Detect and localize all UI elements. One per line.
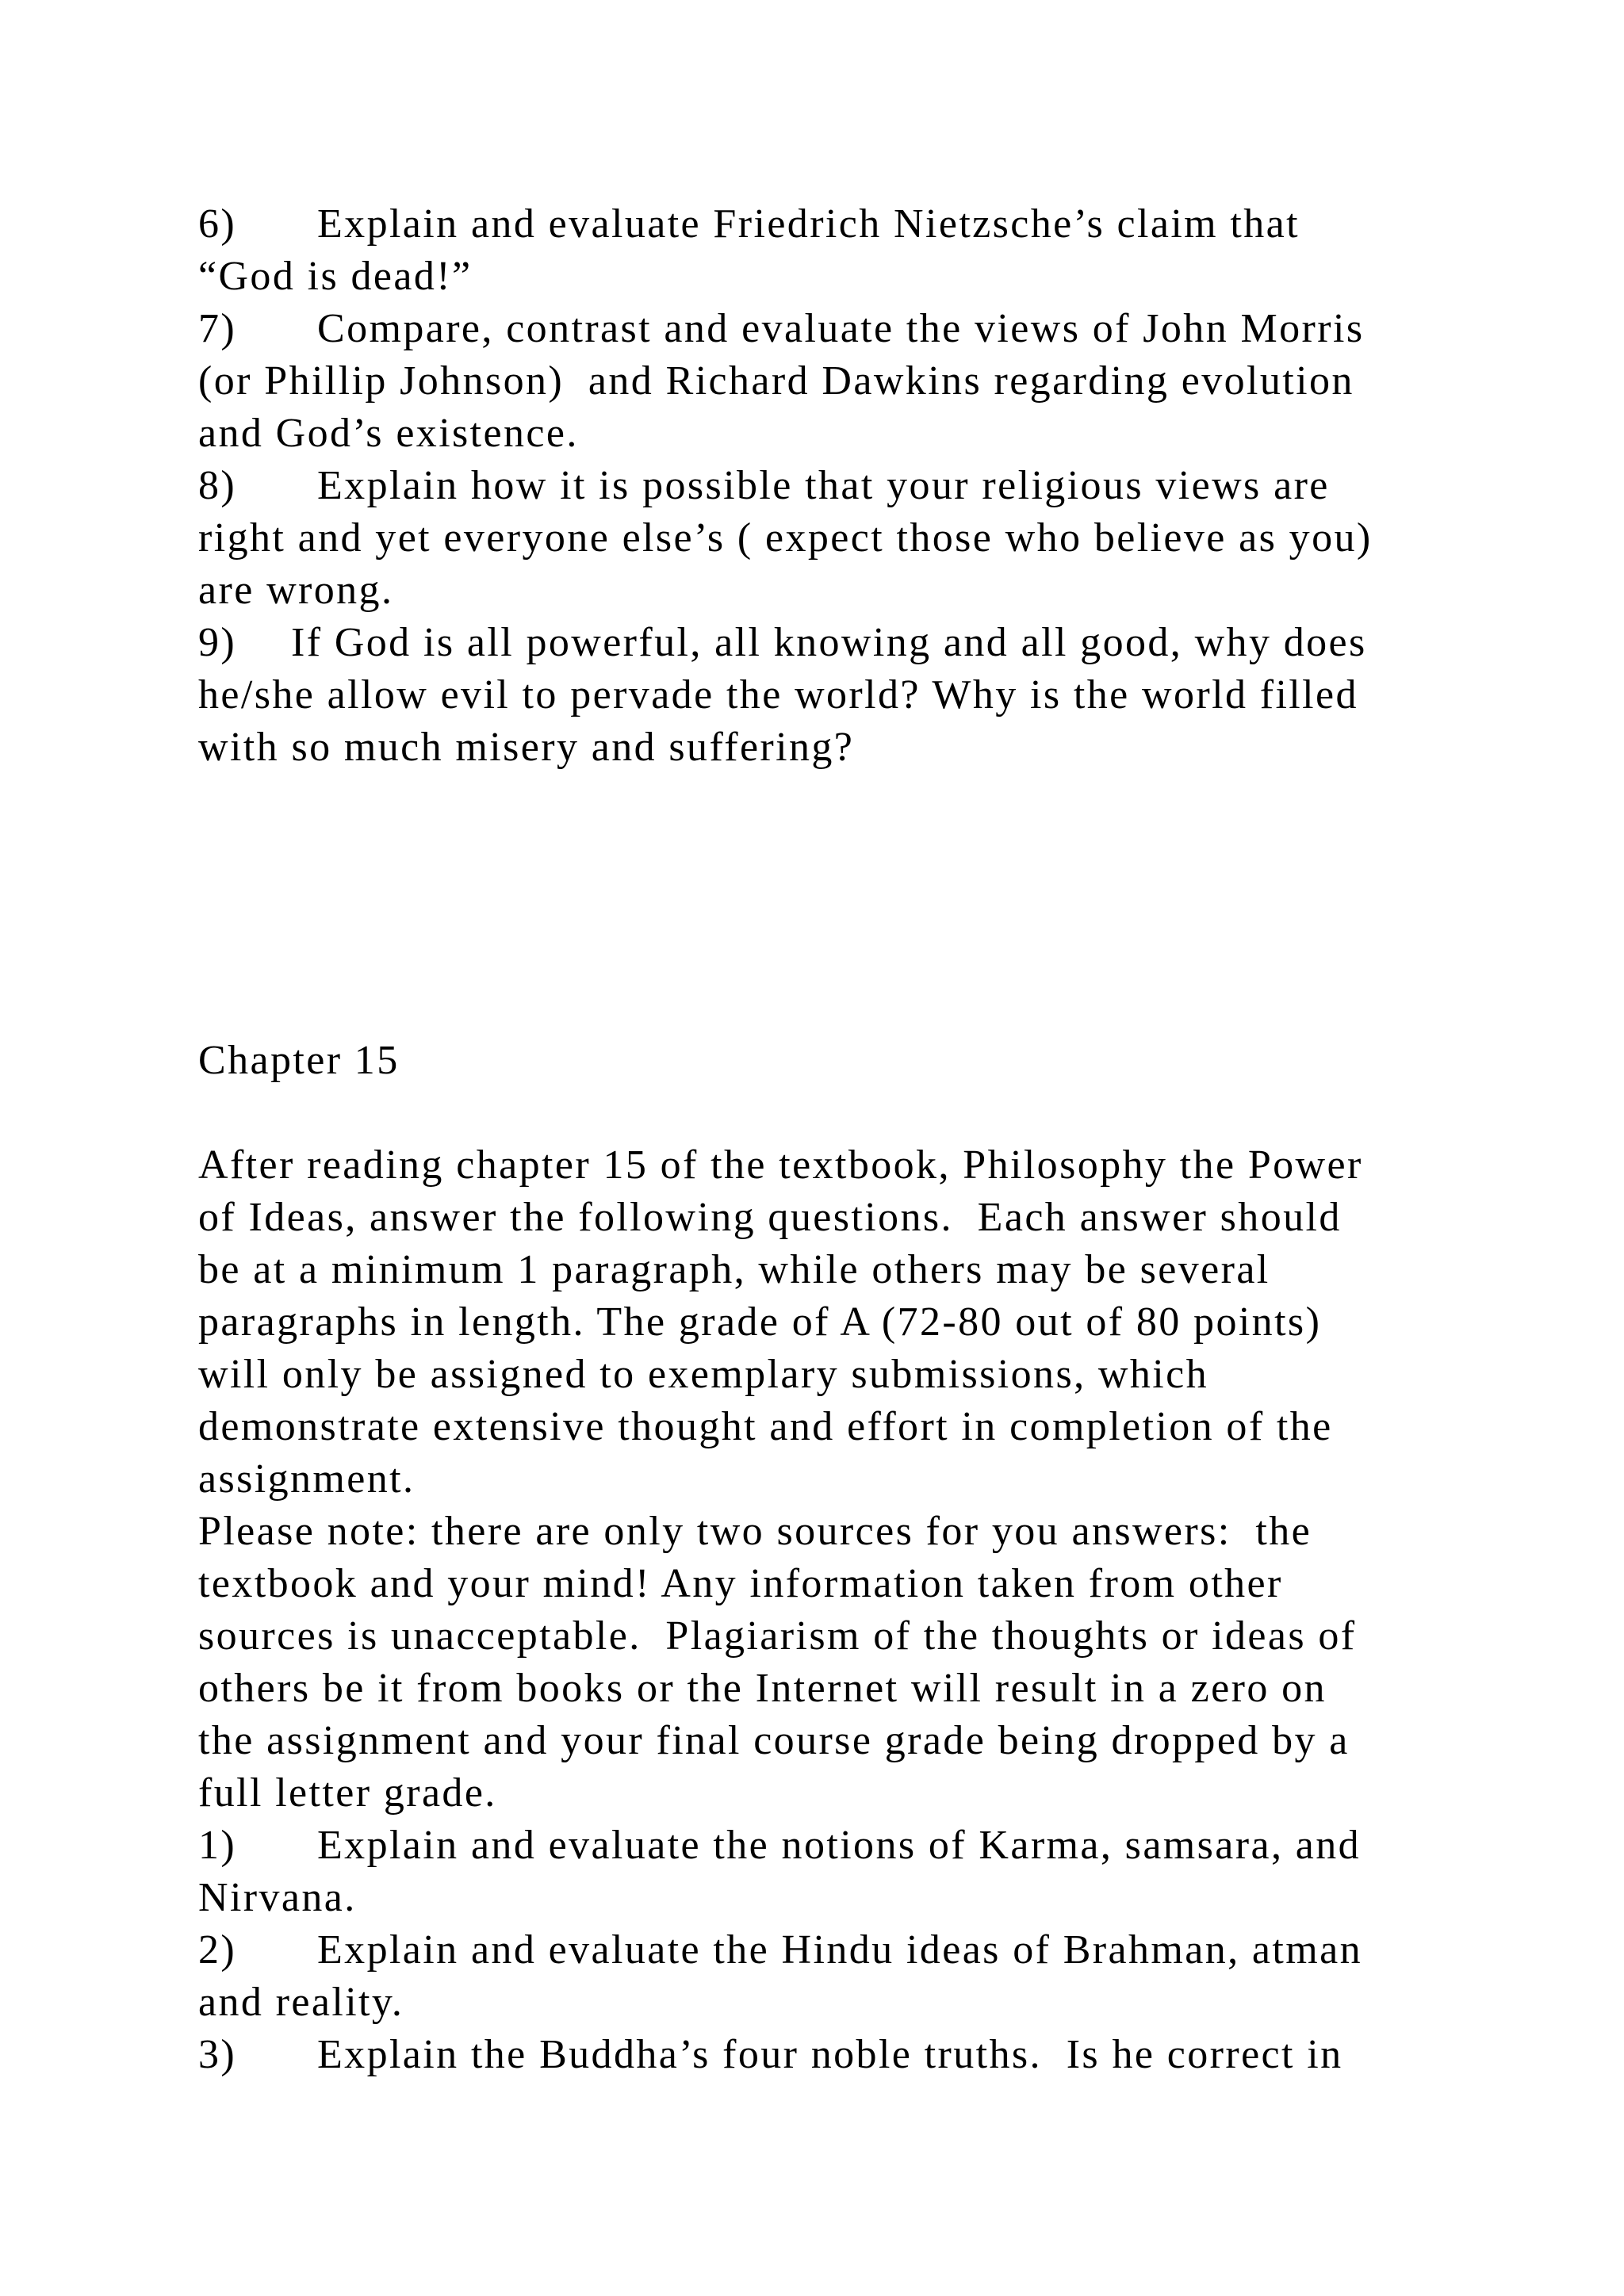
intro-line-2: of Ideas, answer the following questions. Each answer should — [198, 1195, 1342, 1240]
list-item-9-line-2: he/she allow evil to pervade the world? Why is the world filled — [198, 672, 1358, 718]
question-2-number: 2) — [198, 1927, 237, 1973]
list-item-7-line-1 — [198, 303, 1364, 355]
list-item-9-line-3: with so much misery and suffering? — [198, 725, 855, 770]
list-item-7-line-2: (or Phillip Johnson) and Richard Dawkins regarding evolution — [198, 358, 1354, 404]
intro-line-3: be at a minimum 1 paragraph, while others may be several — [198, 1247, 1270, 1292]
list-item-8-line-3: are wrong. — [198, 568, 394, 613]
list-item-7-line-3: and God’s existence. — [198, 411, 579, 456]
list-item-8-text: Explain how it is possible that your religious views are — [317, 463, 1330, 508]
question-2-line-2: and reality. — [198, 1980, 404, 2025]
list-item-6-text: Explain and evaluate Friedrich Nietzsche’s claim that — [317, 201, 1300, 247]
list-item-9-text: If God is all powerful, all knowing and all good, why does — [291, 620, 1367, 665]
list-item-6-line-2: “God is dead!” — [198, 254, 473, 299]
list-item-9-number: 9) — [198, 620, 237, 665]
question-1-line-1 — [198, 1820, 1361, 1872]
list-item-7-number: 7) — [198, 306, 237, 351]
intro-line-6: demonstrate extensive thought and effort in completion of the — [198, 1404, 1333, 1449]
note-line-5: the assignment and your final course grade being dropped by a — [198, 1718, 1350, 1763]
list-item-8-line-2: right and yet everyone else’s ( expect those who believe as you) — [198, 515, 1373, 561]
list-item-8-number: 8) — [198, 463, 237, 508]
intro-line-5: will only be assigned to exemplary submissions, which — [198, 1352, 1208, 1397]
list-item-9-line-1 — [198, 617, 1367, 669]
question-1-line-2: Nirvana. — [198, 1875, 357, 1920]
intro-line-4: paragraphs in length. The grade of A (72-80 out of 80 points) — [198, 1299, 1322, 1345]
list-item-7-text: Compare, contrast and evaluate the views of John Morris — [317, 306, 1365, 351]
question-3-line-1 — [198, 2029, 1343, 2081]
question-2-line-1 — [198, 1924, 1362, 1976]
intro-line-7: assignment. — [198, 1456, 416, 1502]
question-1-text: Explain and evaluate the notions of Karma, samsara, and — [317, 1823, 1362, 1868]
list-item-6-line-1 — [198, 198, 1300, 251]
note-line-3: sources is unacceptable. Plagiarism of the thoughts or ideas of — [198, 1613, 1357, 1659]
question-2-text: Explain and evaluate the Hindu ideas of Brahman, atman — [317, 1927, 1362, 1973]
intro-line-1: After reading chapter 15 of the textbook, Philosophy the Power — [198, 1142, 1363, 1188]
note-line-6: full letter grade. — [198, 1770, 497, 1816]
question-1-number: 1) — [198, 1823, 237, 1868]
question-3-text: Explain the Buddha’s four noble truths. Is he correct in — [317, 2032, 1343, 2077]
note-line-2: textbook and your mind! Any information taken from other — [198, 1561, 1283, 1606]
list-item-8-line-1 — [198, 460, 1330, 512]
list-item-6-number: 6) — [198, 201, 237, 247]
question-3-number: 3) — [198, 2032, 237, 2077]
chapter-heading: Chapter 15 — [198, 1038, 400, 1083]
document-page — [198, 0, 1546, 2296]
note-line-4: others be it from books or the Internet will result in a zero on — [198, 1666, 1327, 1711]
note-line-1: Please note: there are only two sources for you answers: the — [198, 1509, 1312, 1554]
